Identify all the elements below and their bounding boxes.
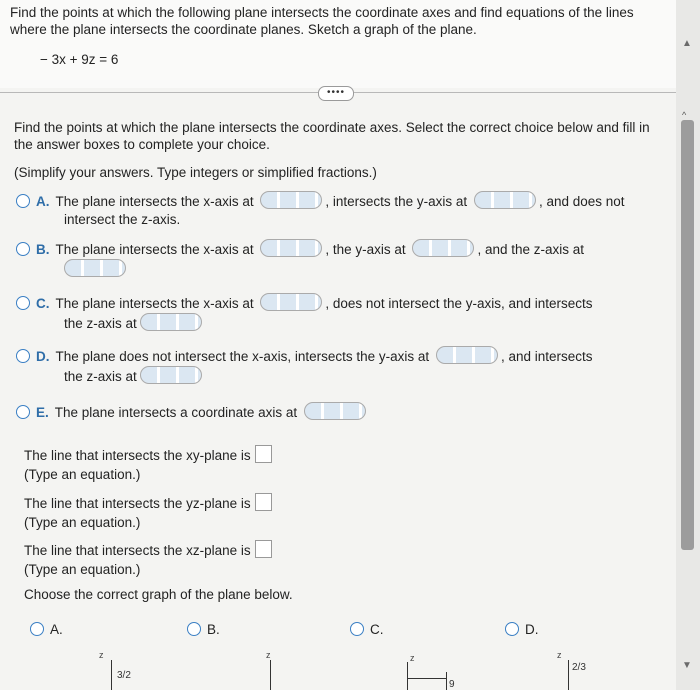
graph-option-label: C.	[370, 622, 384, 637]
scroll-down-icon[interactable]: ▼	[682, 660, 692, 671]
caret-up-icon: ^	[682, 110, 687, 120]
problem-panel	[0, 0, 676, 88]
graph-c-value: 9	[449, 679, 455, 690]
choice-a[interactable]	[16, 191, 666, 231]
expand-button[interactable]: ••••	[318, 86, 354, 101]
choice-text: The plane intersects a coordinate axis at	[54, 405, 298, 420]
xz-line-input[interactable]	[255, 540, 272, 558]
z-axis	[270, 660, 271, 690]
line-label: The line that intersects the xz-plane is	[24, 543, 251, 558]
radio-graph-a[interactable]	[30, 622, 44, 636]
question-text: Find the points at which the plane intersects the coordinate axes. Select the correct choice below and fill in the answer boxes to complete your choice.	[14, 120, 650, 152]
z-axis-label: z	[99, 650, 104, 660]
choice-letter: A.	[36, 194, 50, 209]
xy-line-input[interactable]	[255, 445, 272, 463]
line-hint: (Type an equation.)	[24, 562, 141, 577]
radio-d[interactable]	[16, 349, 30, 363]
graph-option-b[interactable]	[187, 622, 220, 637]
radio-graph-b[interactable]	[187, 622, 201, 636]
line-hint: (Type an equation.)	[24, 515, 141, 530]
line-hint: (Type an equation.)	[24, 467, 141, 482]
choice-text: , and the z-axis at	[477, 242, 584, 257]
yz-line-question	[24, 493, 272, 532]
graph-option-c[interactable]	[350, 622, 384, 637]
z-axis	[407, 662, 408, 690]
plane-edge	[446, 672, 447, 690]
graph-a-value: 3/2	[117, 670, 131, 681]
z-axis-label: z	[557, 650, 562, 660]
plane-edge	[408, 678, 446, 679]
choice-text: , and intersects	[500, 349, 593, 364]
z-axis	[568, 660, 569, 690]
answer-box-x[interactable]	[260, 239, 322, 257]
scrollbar-thumb[interactable]	[681, 120, 694, 550]
answer-box-x[interactable]	[260, 191, 322, 209]
z-axis-label: z	[266, 650, 271, 660]
choice-text: The plane intersects the x-axis at	[55, 296, 254, 311]
xz-line-question	[24, 540, 272, 579]
radio-graph-d[interactable]	[505, 622, 519, 636]
graph-option-a[interactable]	[30, 622, 63, 637]
answer-box-z[interactable]	[64, 259, 126, 277]
scroll-up-icon[interactable]: ▲	[682, 38, 692, 49]
choice-text: the z-axis at	[64, 316, 137, 331]
choice-text: The plane intersects the x-axis at	[55, 242, 254, 257]
plane-equation: − 3x + 9z = 6	[40, 52, 119, 67]
graph-option-label: A.	[50, 622, 63, 637]
xy-line-question	[24, 445, 272, 484]
problem-text: Find the points at which the following plane intersects the coordinate axes and find equations of the lines where the plane intersects the coordinate planes. Sketch a graph of the plane.	[10, 5, 634, 37]
choice-text: , and does not	[538, 194, 625, 209]
graph-option-d[interactable]	[505, 622, 539, 637]
choice-text: The plane intersects the x-axis at	[55, 194, 254, 209]
answer-box-y[interactable]	[436, 346, 498, 364]
radio-a[interactable]	[16, 194, 30, 208]
answer-box-point[interactable]	[304, 402, 366, 420]
choice-text: , the y-axis at	[325, 242, 406, 257]
choice-letter: B.	[36, 242, 50, 257]
radio-b[interactable]	[16, 242, 30, 256]
choice-text: intersect the z-axis.	[64, 212, 181, 227]
radio-graph-c[interactable]	[350, 622, 364, 636]
choice-text: , does not intersect the y-axis, and intersects	[325, 296, 593, 311]
answer-box-y[interactable]	[412, 239, 474, 257]
answer-box-y[interactable]	[474, 191, 536, 209]
choice-d[interactable]	[16, 346, 666, 388]
radio-c[interactable]	[16, 296, 30, 310]
z-axis	[111, 660, 112, 690]
scrollbar[interactable]	[676, 0, 700, 690]
choice-letter: C.	[36, 296, 50, 311]
choice-text: , intersects the y-axis at	[325, 194, 468, 209]
graph-option-label: D.	[525, 622, 539, 637]
choice-text: the z-axis at	[64, 369, 137, 384]
yz-line-input[interactable]	[255, 493, 272, 511]
radio-e[interactable]	[16, 405, 30, 419]
choice-c[interactable]	[16, 293, 666, 335]
graph-prompt: Choose the correct graph of the plane below.	[24, 587, 293, 602]
answer-box-z[interactable]	[140, 366, 202, 384]
choice-b[interactable]	[16, 239, 666, 281]
line-label: The line that intersects the xy-plane is	[24, 448, 251, 463]
graph-d-value: 2/3	[572, 662, 586, 673]
choice-e[interactable]	[16, 402, 666, 424]
choice-letter: D.	[36, 349, 50, 364]
choice-text: The plane does not intersect the x-axis, intersects the y-axis at	[55, 349, 430, 364]
answer-box-x[interactable]	[260, 293, 322, 311]
graph-option-label: B.	[207, 622, 220, 637]
line-label: The line that intersects the yz-plane is	[24, 496, 251, 511]
question-hint: (Simplify your answers. Type integers or simplified fractions.)	[14, 165, 377, 180]
choice-letter: E.	[36, 405, 49, 420]
answer-box-z[interactable]	[140, 313, 202, 331]
z-axis-label: z	[410, 653, 415, 663]
